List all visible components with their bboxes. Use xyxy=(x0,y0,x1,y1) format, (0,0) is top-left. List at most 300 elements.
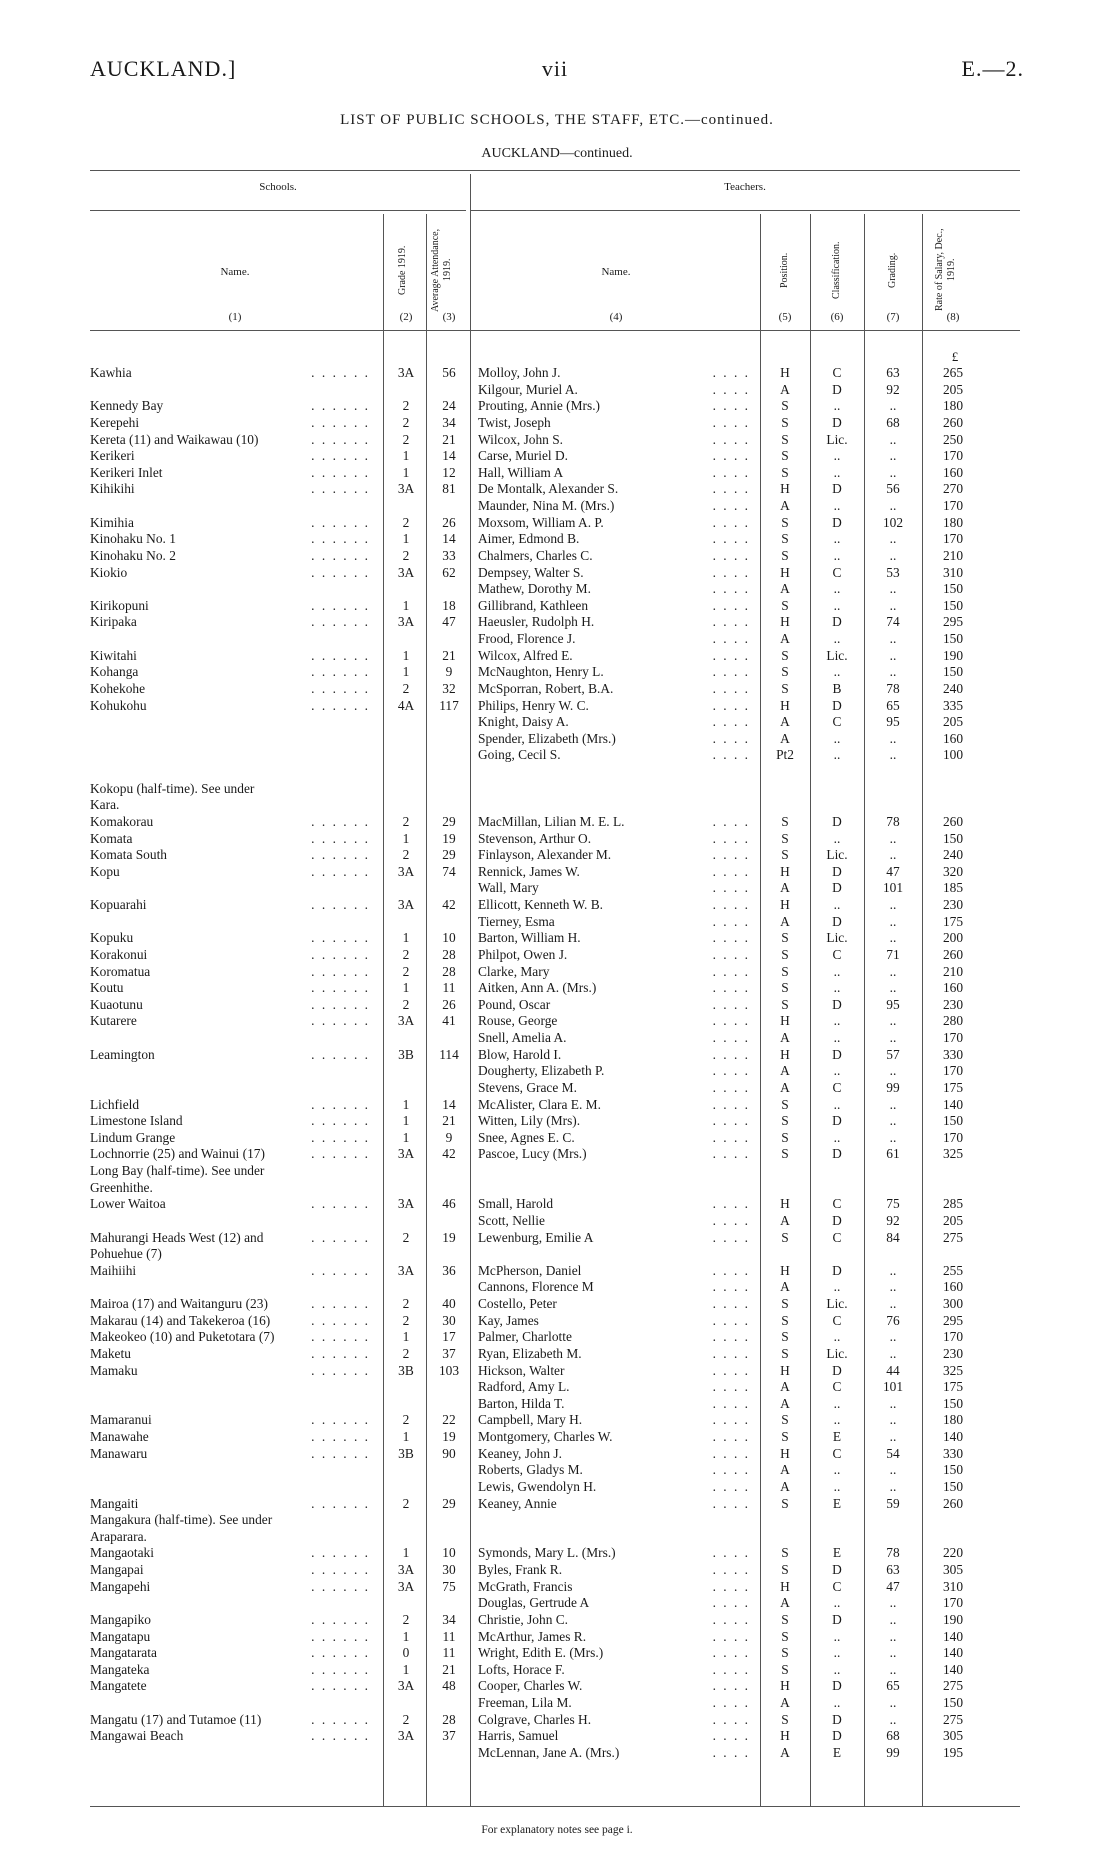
classification-cell: C xyxy=(832,1578,842,1594)
classification-cell: .. xyxy=(833,597,841,613)
classification-cell: C xyxy=(832,1079,842,1095)
classification-cell: .. xyxy=(833,1595,841,1611)
teacher-name-cell: McGrath, Francis xyxy=(478,1579,576,1596)
position-cell: S xyxy=(781,1312,789,1328)
leader-dots: . . . . xyxy=(712,1262,750,1278)
table-row xyxy=(0,1396,1114,1413)
position-cell: Pt2 xyxy=(776,747,794,763)
grade-cell: 2 xyxy=(402,398,410,414)
table-row xyxy=(0,1695,1114,1712)
salary-cell: 175 xyxy=(942,1079,964,1095)
classification-cell: .. xyxy=(833,1661,841,1677)
leader-dots: . . . . . . xyxy=(311,1495,370,1511)
grade-cell: 1 xyxy=(402,1628,410,1644)
grade-cell: 3A xyxy=(397,365,415,380)
attendance-cell: 40 xyxy=(442,1296,456,1311)
salary-cell: 240 xyxy=(942,680,964,696)
teacher-name-cell: Lewenburg, Emilie A xyxy=(478,1230,597,1247)
grading-cell: .. xyxy=(889,1030,897,1045)
leader-dots: . . . . xyxy=(712,1329,750,1345)
leader-dots: . . . . . . xyxy=(311,1445,370,1461)
classification-cell: .. xyxy=(833,730,841,746)
salary-cell: 325 xyxy=(942,1146,964,1162)
grade-cell: 2 xyxy=(402,547,410,563)
leader-dots: . . . . xyxy=(712,830,750,846)
school-name-cell: Korakonui xyxy=(90,947,151,964)
leader-dots: . . . . . . xyxy=(311,1013,370,1029)
leader-dots: . . . . xyxy=(712,747,750,763)
salary-cell: 150 xyxy=(942,664,964,680)
leader-dots: . . . . . . xyxy=(311,847,370,863)
leader-dots: . . . . xyxy=(712,1628,750,1644)
classification-cell: C xyxy=(832,946,842,962)
table-row xyxy=(0,1579,1114,1596)
leader-dots: . . . . xyxy=(712,1578,750,1594)
table-row xyxy=(0,548,1114,565)
teacher-name-cell: Clarke, Mary xyxy=(478,964,553,981)
colnum-4: (4) xyxy=(609,311,623,323)
salary-cell: 255 xyxy=(942,1262,964,1278)
table-row xyxy=(0,565,1114,582)
grade-cell: 2 xyxy=(402,813,410,829)
grade-cell: 3A xyxy=(397,1262,415,1278)
position-cell: A xyxy=(780,913,790,929)
leader-dots: . . . . . . xyxy=(311,1345,370,1361)
leader-dots: . . . . . . xyxy=(311,431,370,447)
grade-cell: 3A xyxy=(397,1146,415,1162)
attendance-cell: 41 xyxy=(442,1013,456,1029)
classification-cell: .. xyxy=(833,1412,841,1428)
position-cell: S xyxy=(781,664,789,680)
table-row xyxy=(0,1728,1114,1745)
position-cell: S xyxy=(781,1661,789,1677)
salary-cell: 200 xyxy=(942,930,964,946)
teachers-group-heading: Teachers. xyxy=(724,181,766,193)
teacher-name-cell: MacMillan, Lilian M. E. L. xyxy=(478,814,629,831)
salary-cell: 150 xyxy=(942,1695,964,1710)
salary-cell: 160 xyxy=(942,980,964,996)
salary-cell: 175 xyxy=(942,913,964,929)
table-row xyxy=(0,1113,1114,1130)
leader-dots: . . . . . . xyxy=(311,448,370,464)
grading-cell: 95 xyxy=(886,996,900,1012)
classification-cell: C xyxy=(832,1379,842,1395)
school-name-cell: Mangapehi xyxy=(90,1579,154,1596)
classification-cell: .. xyxy=(833,830,841,846)
school-name-cell: Koutu xyxy=(90,980,127,997)
leader-dots: . . . . xyxy=(712,1429,750,1444)
salary-cell: 250 xyxy=(942,431,964,447)
school-name-cell: Kawhia xyxy=(90,365,136,382)
leader-dots: . . . . xyxy=(712,631,750,646)
table-row xyxy=(0,1446,1114,1463)
teacher-name-cell: Christie, John C. xyxy=(478,1612,572,1629)
attendance-cell: 9 xyxy=(445,1129,453,1145)
position-cell: S xyxy=(781,930,789,946)
salary-cell: 330 xyxy=(942,1445,964,1461)
position-cell: H xyxy=(780,1678,790,1694)
position-cell: A xyxy=(780,1695,790,1710)
grading-cell: .. xyxy=(889,1429,897,1444)
attendance-cell: 14 xyxy=(442,448,456,464)
position-cell: S xyxy=(781,847,789,863)
teacher-name-cell: Costello, Peter xyxy=(478,1296,561,1313)
classification-cell: .. xyxy=(833,448,841,464)
leader-dots: . . . . xyxy=(712,398,750,414)
school-name-cell: Mamaranui xyxy=(90,1412,156,1429)
teacher-name-cell: McAlister, Clara E. M. xyxy=(478,1097,605,1114)
leader-dots: . . . . xyxy=(712,697,750,713)
table-row xyxy=(0,1496,1114,1513)
table-row xyxy=(0,1363,1114,1380)
position-cell: S xyxy=(781,1429,789,1444)
position-cell: S xyxy=(781,398,789,414)
grade-cell: 2 xyxy=(402,1711,410,1727)
school-name-cell: Mangaiti xyxy=(90,1496,142,1513)
grading-cell: 61 xyxy=(886,1146,900,1162)
classification-cell: D xyxy=(832,1212,842,1228)
teacher-name-cell: Rouse, George xyxy=(478,1013,561,1030)
classification-cell: Lic. xyxy=(826,647,848,663)
attendance-header: Average Attendance, 1919. xyxy=(430,228,453,312)
attendance-cell: 42 xyxy=(442,1146,456,1162)
attendance-cell: 42 xyxy=(442,897,456,912)
grading-cell: 95 xyxy=(886,714,900,730)
salary-cell: 170 xyxy=(942,1030,964,1045)
leader-dots: . . . . xyxy=(712,414,750,430)
leader-dots: . . . . xyxy=(712,547,750,563)
grade-cell: 2 xyxy=(402,1296,410,1311)
position-cell: H xyxy=(780,863,790,879)
classification-cell: E xyxy=(832,1744,842,1760)
grade-cell: 2 xyxy=(402,946,410,962)
grading-cell: 75 xyxy=(886,1196,900,1212)
leader-dots: . . . . . . xyxy=(311,597,370,613)
attendance-cell: 12 xyxy=(442,464,456,480)
teacher-name-cell: Radford, Amy L. xyxy=(478,1379,574,1396)
teacher-name-cell: Snell, Amelia A. xyxy=(478,1030,571,1047)
classification-cell: .. xyxy=(833,464,841,480)
attendance-cell: 90 xyxy=(442,1445,456,1461)
classification-cell: .. xyxy=(833,531,841,547)
position-cell: S xyxy=(781,680,789,696)
table-row xyxy=(0,1296,1114,1313)
teacher-name-cell: Douglas, Gertrude A xyxy=(478,1595,593,1612)
attendance-cell: 26 xyxy=(442,514,456,530)
classification-cell: .. xyxy=(833,1279,841,1295)
salary-cell: 295 xyxy=(942,1312,964,1328)
attendance-cell: 29 xyxy=(442,847,456,863)
table-row xyxy=(0,1313,1114,1330)
position-cell: A xyxy=(780,581,790,597)
leader-dots: . . . . . . xyxy=(311,1296,370,1311)
school-name-cell: Kimihia xyxy=(90,515,138,532)
grading-cell: 102 xyxy=(882,514,904,530)
leader-dots: . . . . xyxy=(712,1462,750,1478)
leader-dots: . . . . xyxy=(712,1362,750,1378)
classification-cell: D xyxy=(832,514,842,530)
school-name-cell: Limestone Island xyxy=(90,1113,187,1130)
grade-cell: 3A xyxy=(397,1013,415,1029)
grade-cell: 3A xyxy=(397,1578,415,1594)
classification-cell: .. xyxy=(833,980,841,996)
attendance-cell: 21 xyxy=(442,1113,456,1129)
grade-cell: 1 xyxy=(402,531,410,547)
leader-dots: . . . . xyxy=(712,1079,750,1095)
school-name-cell: Mangaotaki xyxy=(90,1545,158,1562)
classification-cell: D xyxy=(832,996,842,1012)
grading-cell: .. xyxy=(889,1296,897,1311)
leader-dots: . . . . xyxy=(712,1379,750,1395)
teacher-name-cell: McArthur, James R. xyxy=(478,1629,590,1646)
position-cell: H xyxy=(780,1262,790,1278)
grade-cell: 3A xyxy=(397,1562,415,1577)
position-cell: S xyxy=(781,448,789,464)
teacher-name-cell: Chalmers, Charles C. xyxy=(478,548,597,565)
leader-dots: . . . . . . xyxy=(311,1661,370,1677)
teacher-name-cell: Mathew, Dorothy M. xyxy=(478,581,595,598)
teacher-name-cell: Harris, Samuel xyxy=(478,1728,562,1745)
table-row xyxy=(0,1013,1114,1030)
position-cell: S xyxy=(781,1711,789,1727)
position-cell: A xyxy=(780,1379,790,1395)
leader-dots: . . . . xyxy=(712,564,750,580)
teacher-name-cell: Finlayson, Alexander M. xyxy=(478,847,615,864)
grade-cell: 2 xyxy=(402,514,410,530)
grade-cell: 1 xyxy=(402,448,410,464)
grading-cell: .. xyxy=(889,1478,897,1494)
table-row xyxy=(0,614,1114,631)
leader-dots: . . . . xyxy=(712,714,750,730)
school-name-cell: Mangateka xyxy=(90,1662,154,1679)
school-name-cell: Mangawai Beach xyxy=(90,1728,187,1745)
school-name-cell: Maihiihi xyxy=(90,1263,140,1280)
teacher-name-cell: McSporran, Robert, B.A. xyxy=(478,681,617,698)
leader-dots: . . . . xyxy=(712,1744,750,1760)
classification-cell: Lic. xyxy=(826,1296,848,1311)
attendance-cell: 19 xyxy=(442,830,456,846)
grade-cell: 1 xyxy=(402,1329,410,1345)
leader-dots: . . . . xyxy=(712,1345,750,1361)
attendance-cell: 117 xyxy=(439,697,459,713)
leader-dots: . . . . . . xyxy=(311,398,370,414)
attendance-cell: 11 xyxy=(442,1628,456,1644)
leader-dots: . . . . xyxy=(712,996,750,1012)
grade-cell: 2 xyxy=(402,414,410,430)
teacher-name-cell: De Montalk, Alexander S. xyxy=(478,481,622,498)
salary-cell: 195 xyxy=(942,1744,964,1760)
salary-cell: 170 xyxy=(942,1063,964,1079)
table-row xyxy=(0,1745,1114,1762)
table-row xyxy=(0,1196,1114,1213)
school-name-cell: Kohukohu xyxy=(90,698,151,715)
grading-cell: .. xyxy=(889,664,897,680)
attendance-cell: 28 xyxy=(442,963,456,979)
salary-cell: 270 xyxy=(942,481,964,497)
leader-dots: . . . . xyxy=(712,1096,750,1112)
teacher-name-cell: Twist, Joseph xyxy=(478,415,555,432)
school-name-cell: Kokopu (half-time). See under xyxy=(90,781,258,798)
salary-cell: 335 xyxy=(942,697,964,713)
salary-cell: 170 xyxy=(942,1595,964,1611)
grading-cell: 56 xyxy=(886,481,900,497)
leader-dots: . . . . xyxy=(712,980,750,996)
leader-dots: . . . . xyxy=(712,1545,750,1561)
table-row xyxy=(0,498,1114,515)
salary-cell: 305 xyxy=(942,1562,964,1577)
teacher-name-cell: Haeusler, Rudolph H. xyxy=(478,614,598,631)
table-row xyxy=(0,581,1114,598)
position-cell: S xyxy=(781,464,789,480)
attendance-cell: 36 xyxy=(442,1262,456,1278)
teacher-name-cell: Freeman, Lila M. xyxy=(478,1695,576,1712)
leader-dots: . . . . . . xyxy=(311,1113,370,1129)
salary-cell: 150 xyxy=(942,1395,964,1411)
salary-cell: 150 xyxy=(942,1478,964,1494)
leader-dots: . . . . . . xyxy=(311,531,370,547)
grading-cell: 63 xyxy=(886,365,900,380)
table-row xyxy=(0,847,1114,864)
attendance-cell: 62 xyxy=(442,564,456,580)
teacher-name-cell: Pascoe, Lucy (Mrs.) xyxy=(478,1146,591,1163)
colnum-5: (5) xyxy=(778,311,792,323)
colnum-1: (1) xyxy=(228,311,242,323)
classification-cell: D xyxy=(832,481,842,497)
salary-cell: 180 xyxy=(942,514,964,530)
position-cell: A xyxy=(780,1478,790,1494)
leader-dots: . . . . . . xyxy=(311,1312,370,1328)
school-name-cell: Kuaotunu xyxy=(90,997,147,1014)
school-name-cell: Komata South xyxy=(90,847,171,864)
teacher-name-cell: Scott, Nellie xyxy=(478,1213,549,1230)
teacher-name-cell: Kay, James xyxy=(478,1313,543,1330)
attendance-cell: 26 xyxy=(442,996,456,1012)
table-row xyxy=(0,1047,1114,1064)
leader-dots: . . . . . . xyxy=(311,830,370,846)
attendance-cell: 21 xyxy=(442,431,456,447)
table-row xyxy=(0,781,1114,798)
salary-cell: 220 xyxy=(942,1545,964,1561)
leader-dots: . . . . . . xyxy=(311,664,370,680)
teacher-name-cell: Blow, Harold I. xyxy=(478,1047,565,1064)
attendance-cell: 18 xyxy=(442,597,456,613)
leader-dots: . . . . . . xyxy=(311,647,370,663)
leader-dots: . . . . . . xyxy=(311,963,370,979)
grading-cell: .. xyxy=(889,1279,897,1295)
salary-cell: 140 xyxy=(942,1628,964,1644)
table-row xyxy=(0,531,1114,548)
attendance-cell: 19 xyxy=(442,1229,456,1245)
salary-cell: 230 xyxy=(942,996,964,1012)
teacher-name-cell: Lewis, Gwendolyn H. xyxy=(478,1479,600,1496)
group-rule-teachers xyxy=(470,210,1020,211)
classification-cell: E xyxy=(832,1545,842,1561)
grading-cell: .. xyxy=(889,980,897,996)
attendance-cell: 33 xyxy=(442,547,456,563)
grade-cell: 1 xyxy=(402,664,410,680)
grade-cell: 2 xyxy=(402,1345,410,1361)
classification-cell: .. xyxy=(833,631,841,646)
table-row xyxy=(0,631,1114,648)
grading-cell: .. xyxy=(889,464,897,480)
table-row xyxy=(0,1712,1114,1729)
grading-cell: .. xyxy=(889,448,897,464)
grading-cell: 47 xyxy=(886,1578,900,1594)
position-cell: A xyxy=(780,1063,790,1079)
position-cell: S xyxy=(781,1412,789,1428)
table-row xyxy=(0,481,1114,498)
grade-cell: 4A xyxy=(397,697,415,713)
leader-dots: . . . . . . xyxy=(311,697,370,713)
salary-cell: 140 xyxy=(942,1429,964,1444)
table-row xyxy=(0,1529,1114,1546)
school-name-cell: Kara. xyxy=(90,797,123,814)
school-name-cell: Lichfield xyxy=(90,1097,143,1114)
attendance-cell: 21 xyxy=(442,647,456,663)
grading-cell: 65 xyxy=(886,697,900,713)
leader-dots: . . . . xyxy=(712,1711,750,1727)
leader-dots: . . . . xyxy=(712,531,750,547)
attendance-cell: 81 xyxy=(442,481,456,497)
grading-cell: .. xyxy=(889,897,897,912)
salary-cell: 260 xyxy=(942,1495,964,1511)
table-row xyxy=(0,1545,1114,1562)
teacher-name-cell: Maunder, Nina M. (Mrs.) xyxy=(478,498,618,515)
grading-cell: .. xyxy=(889,1661,897,1677)
table-row xyxy=(0,797,1114,814)
classification-cell: .. xyxy=(833,1478,841,1494)
position-cell: H xyxy=(780,897,790,912)
salary-cell: 310 xyxy=(942,564,964,580)
grading-cell: .. xyxy=(889,1096,897,1112)
leader-dots: . . . . . . xyxy=(311,1329,370,1345)
teacher-name-cell: Roberts, Gladys M. xyxy=(478,1462,587,1479)
teacher-name-cell: McNaughton, Henry L. xyxy=(478,664,608,681)
school-name-cell: Manawaru xyxy=(90,1446,151,1463)
leader-dots: . . . . . . xyxy=(311,564,370,580)
teacher-name-cell: Aimer, Edmond B. xyxy=(478,531,583,548)
grading-cell: 101 xyxy=(882,1379,904,1395)
currency-symbol: £ xyxy=(951,349,959,364)
school-name-cell: Kiwitahi xyxy=(90,648,141,665)
grade-cell: 3A xyxy=(397,564,415,580)
salary-cell: 300 xyxy=(942,1296,964,1311)
school-name-cell: Kerikeri xyxy=(90,448,139,465)
classification-cell: D xyxy=(832,913,842,929)
salary-cell: 210 xyxy=(942,547,964,563)
attendance-cell: 56 xyxy=(442,365,456,380)
table-row xyxy=(0,997,1114,1014)
leader-dots: . . . . xyxy=(712,1445,750,1461)
teacher-name-cell: Ellicott, Kenneth W. B. xyxy=(478,897,607,914)
grading-cell: .. xyxy=(889,963,897,979)
attendance-cell: 19 xyxy=(442,1429,456,1444)
leader-dots: . . . . xyxy=(712,431,750,447)
classification-cell: C xyxy=(832,1445,842,1461)
salary-cell: 150 xyxy=(942,1462,964,1478)
salary-cell: 230 xyxy=(942,897,964,912)
classification-cell: D xyxy=(832,1711,842,1727)
school-name-cell: Mangatete xyxy=(90,1678,151,1695)
teacher-name-cell: Tierney, Esma xyxy=(478,914,559,931)
leader-dots: . . . . xyxy=(712,946,750,962)
salary-cell: 305 xyxy=(942,1728,964,1744)
position-cell: H xyxy=(780,1013,790,1029)
table-row xyxy=(0,515,1114,532)
school-name-cell: Kinohaku No. 2 xyxy=(90,548,180,565)
grading-cell: 59 xyxy=(886,1495,900,1511)
leader-dots: . . . . . . xyxy=(311,547,370,563)
